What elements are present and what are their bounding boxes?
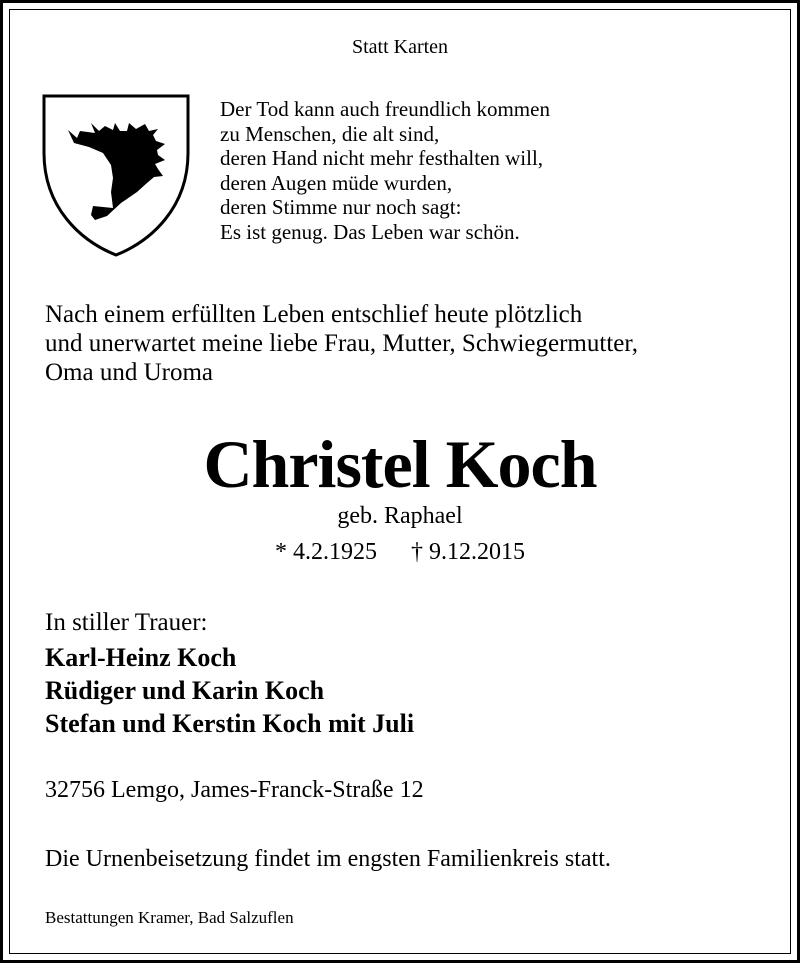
mourner-name: Stefan und Kerstin Koch mit Juli xyxy=(45,709,415,738)
burial-note: Die Urnenbeisetzung findet im engsten Familienkreis statt. xyxy=(45,846,611,872)
mourners-list xyxy=(45,641,414,740)
coat-of-arms-antler-icon xyxy=(41,93,191,258)
announcement-line: Nach einem erfüllten Leben entschlief heute plötzlich xyxy=(45,301,583,328)
poem-line: zu Menschen, die alt sind, xyxy=(220,121,440,146)
life-dates xyxy=(3,539,797,566)
deceased-name: Christel Koch xyxy=(203,426,597,502)
mourner-name: Rüdiger und Karin Koch xyxy=(45,676,325,705)
mourner-name: Karl-Heinz Koch xyxy=(45,643,237,672)
announcement-line: Oma und Uroma xyxy=(45,359,214,386)
poem-line: Es ist genug. Das Leben war schön. xyxy=(220,219,520,244)
maiden-name: geb. Raphael xyxy=(337,503,463,529)
death-date: † 9.12.2015 xyxy=(411,539,525,565)
poem-line: deren Hand nicht mehr festhalten will, xyxy=(220,146,544,170)
announcement-text xyxy=(45,300,638,387)
mourning-heading: In stiller Trauer: xyxy=(45,609,208,636)
undertaker-credit: Bestattungen Kramer, Bad Salzuflen xyxy=(45,908,294,927)
poem xyxy=(220,97,550,244)
poem-line: Der Tod kann auch freundlich kommen xyxy=(220,97,550,121)
poem-line: deren Stimme nur noch sagt: xyxy=(220,195,462,219)
birth-date: * 4.2.1925 xyxy=(275,539,377,565)
poem-line: deren Augen müde wurden, xyxy=(220,170,453,195)
announcement-line: und unerwartet meine liebe Frau, Mutter, Schwiegermutter, xyxy=(45,330,638,357)
family-address: 32756 Lemgo, James-Franck-Straße 12 xyxy=(45,777,424,803)
statt-karten-heading: Statt Karten xyxy=(351,36,449,58)
